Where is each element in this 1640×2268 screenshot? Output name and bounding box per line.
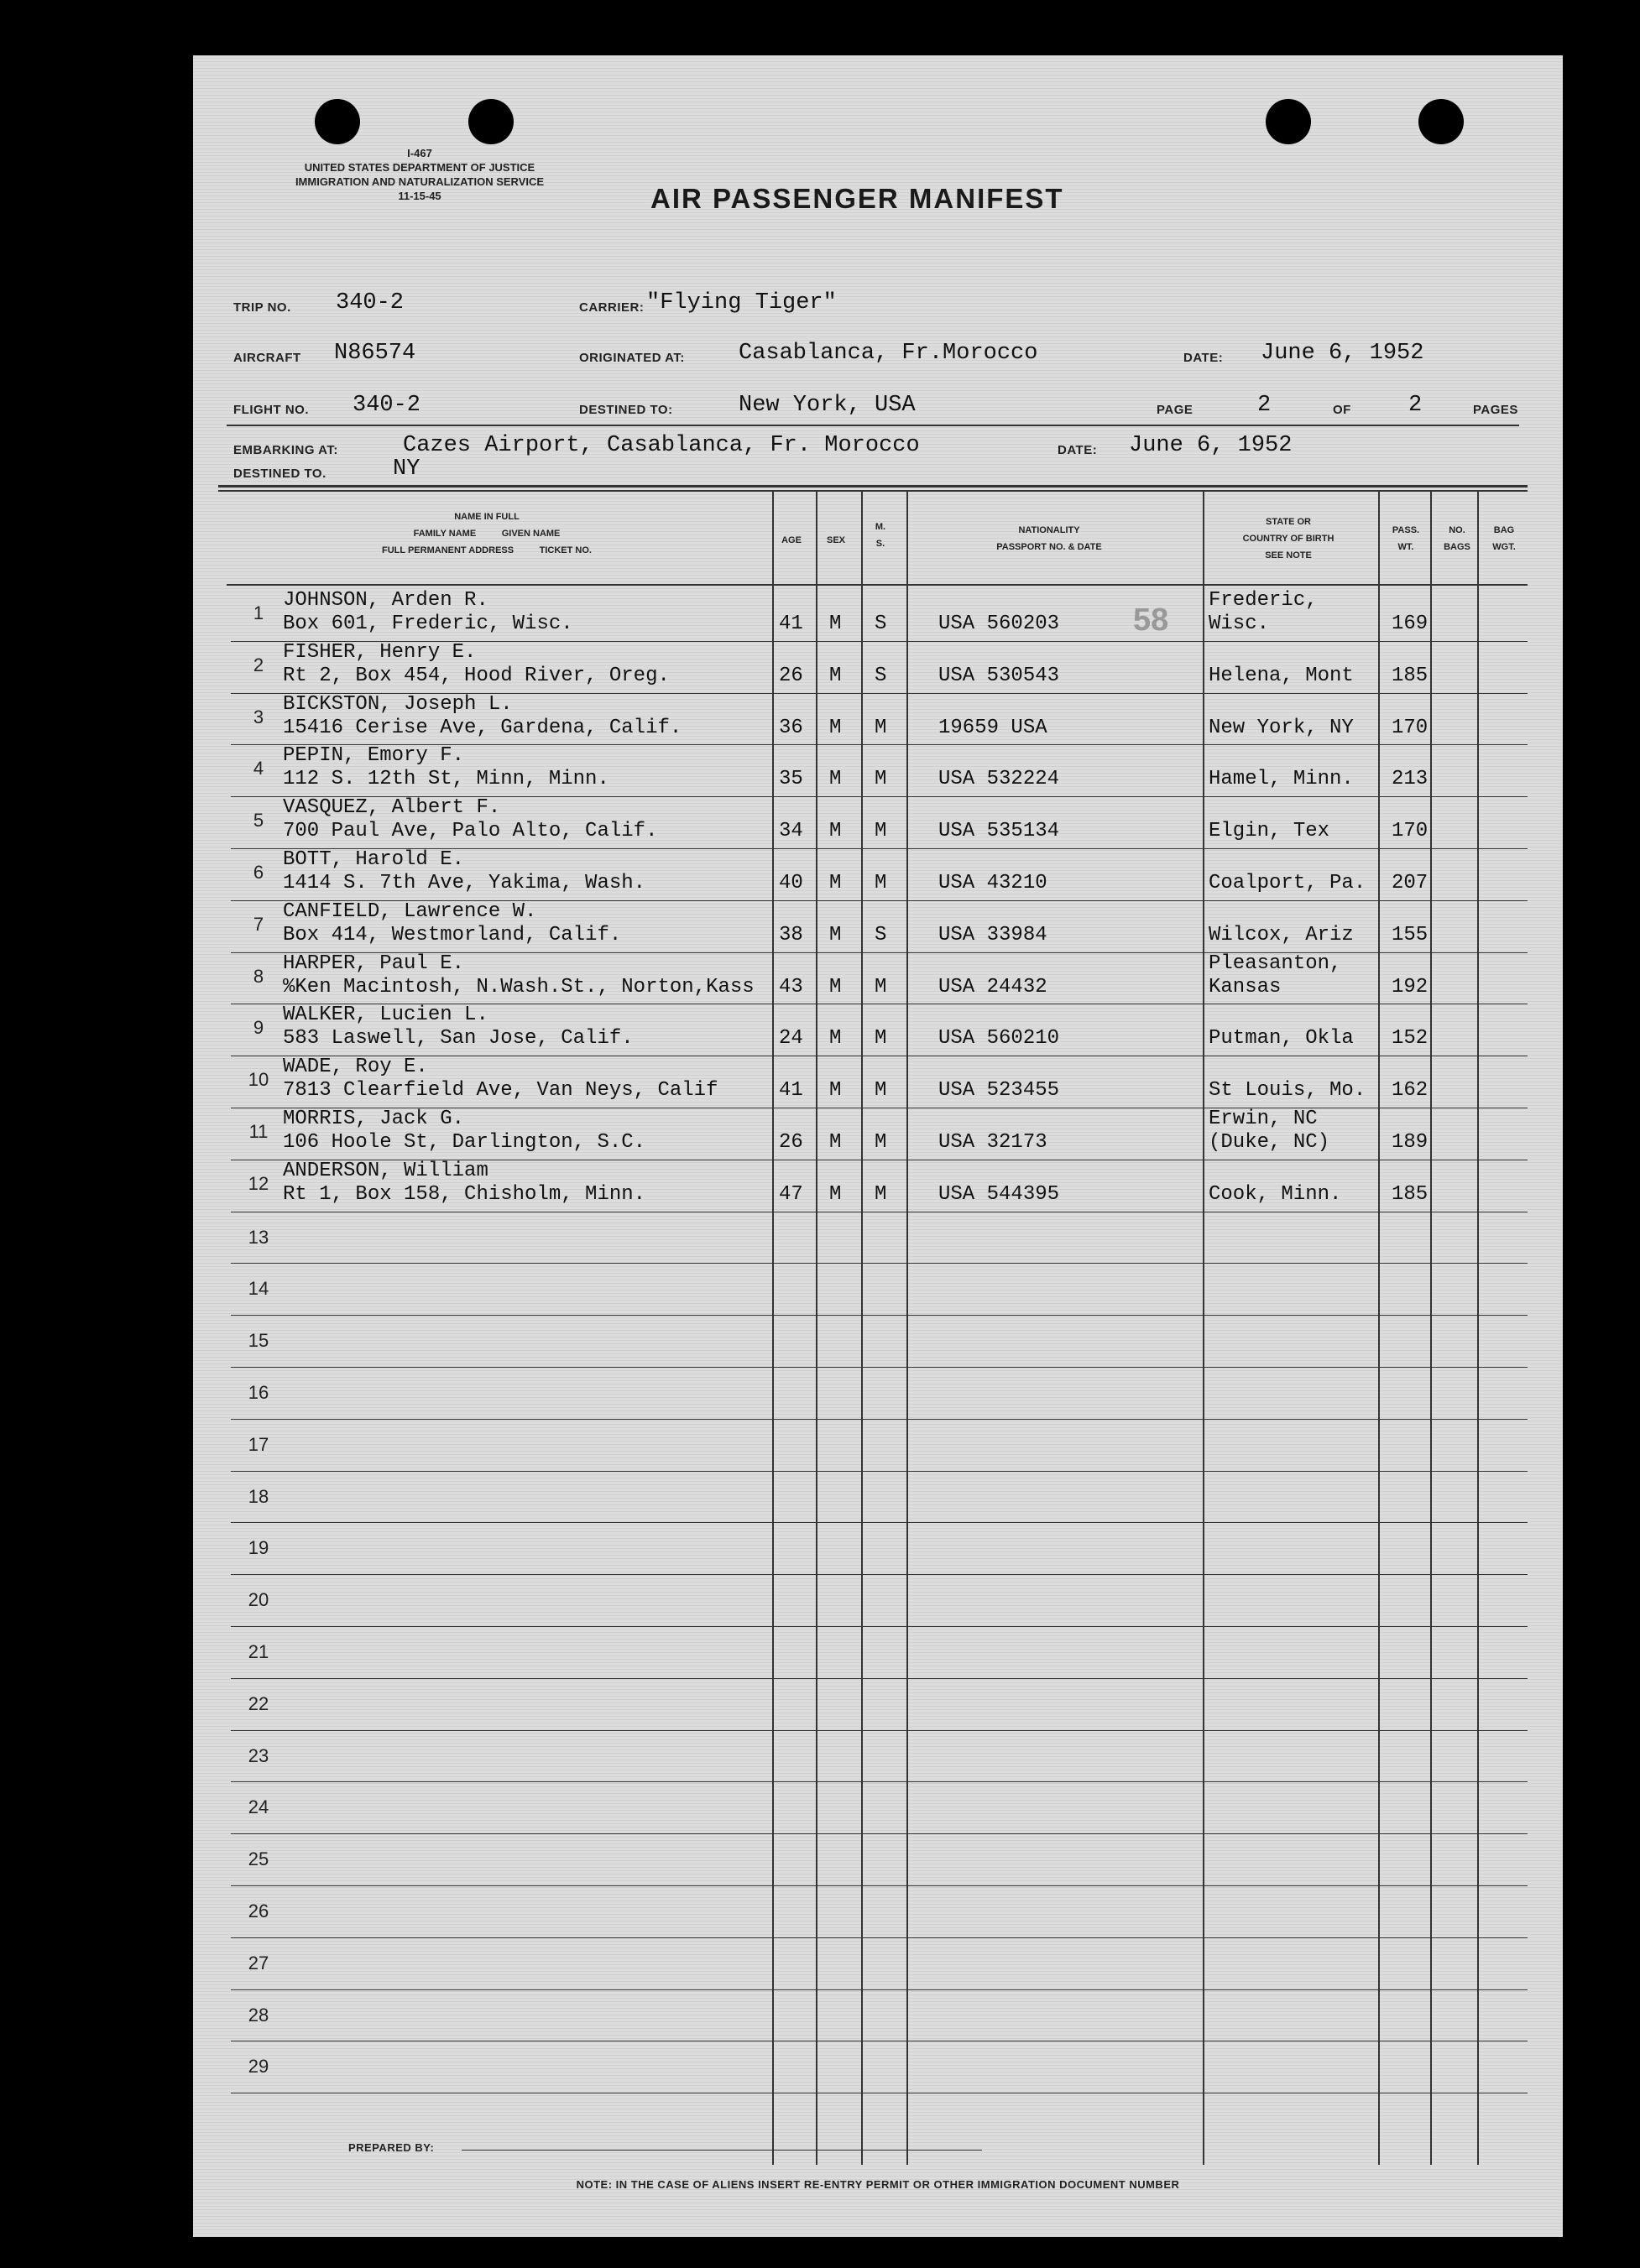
passenger-address: Box 414, Westmorland, Calif.	[283, 923, 622, 946]
passenger-marital-status: M	[875, 1027, 887, 1051]
row-number: 13	[248, 1226, 269, 1248]
col-name-line1: NAME IN FULL	[454, 512, 520, 522]
of-value: 2	[1408, 393, 1423, 418]
destined2-label: DESTINED TO.	[233, 467, 326, 481]
col-birth-3: SEE NOTE	[1265, 550, 1312, 560]
row-rule	[231, 1471, 1528, 1472]
passenger-weight: 213	[1392, 768, 1428, 791]
passenger-name: VASQUEZ, Albert F.	[283, 796, 501, 820]
column-rule	[1477, 492, 1479, 2165]
passenger-sex: M	[829, 820, 842, 843]
punch-hole	[1418, 99, 1464, 144]
passenger-sex: M	[829, 1131, 842, 1154]
row-number: 25	[248, 1848, 269, 1870]
passenger-name: BOTT, Harold E.	[283, 848, 465, 871]
passenger-marital-status: S	[875, 923, 887, 946]
table-top-rule	[218, 485, 1528, 487]
table-top-rule	[218, 490, 1528, 492]
row-rule	[231, 1678, 1528, 1679]
passenger-weight: 185	[1392, 664, 1428, 687]
row-number: 7	[253, 913, 264, 935]
page-label: PAGE	[1157, 403, 1193, 417]
col-wt-1: PASS.	[1392, 525, 1420, 535]
carrier-label: CARRIER:	[579, 300, 645, 315]
row-number: 8	[253, 965, 264, 987]
column-rule	[1203, 492, 1204, 2165]
passenger-birthplace: Putman, Okla	[1209, 1027, 1354, 1051]
passenger-sex: M	[829, 613, 842, 635]
column-rule	[1378, 492, 1380, 2165]
row-number: 10	[248, 1069, 269, 1091]
row-number: 23	[248, 1744, 269, 1766]
passenger-passport: USA 560203	[938, 613, 1060, 635]
col-header-weight	[1385, 522, 1427, 555]
department-name: UNITED STATES DEPARTMENT OF JUSTICE	[304, 161, 535, 174]
passenger-passport: USA 530543	[938, 664, 1060, 687]
col-nat-2: PASSPORT NO. & DATE	[996, 542, 1102, 552]
embarking-value: Cazes Airport, Casablanca, Fr. Morocco	[403, 433, 920, 458]
col-name-line3: FULL PERMANENT ADDRESS TICKET NO.	[382, 545, 592, 555]
passenger-name: FISHER, Henry E.	[283, 640, 477, 664]
pages-label: PAGES	[1473, 403, 1518, 417]
passenger-age: 43	[779, 975, 803, 998]
col-bags-1: NO.	[1449, 525, 1465, 535]
row-rule	[231, 1315, 1528, 1316]
passenger-marital-status: M	[875, 820, 887, 843]
passenger-marital-status: M	[875, 1079, 887, 1103]
passenger-birthplace: Wilcox, Ariz	[1209, 923, 1354, 946]
passenger-passport: USA 24432	[938, 975, 1047, 998]
passenger-birthplace: Cook, Minn.	[1209, 1182, 1342, 1206]
passenger-sex: M	[829, 664, 842, 687]
passenger-age: 24	[779, 1027, 803, 1051]
page-value: 2	[1257, 393, 1272, 418]
destined2-value: NY	[393, 456, 420, 482]
trip-label: TRIP NO.	[233, 300, 291, 315]
passenger-marital-status: M	[875, 872, 887, 894]
passenger-weight: 185	[1392, 1182, 1428, 1206]
row-number: 18	[248, 1485, 269, 1507]
passenger-age: 26	[779, 664, 803, 687]
col-bagwt-2: WGT.	[1492, 542, 1516, 552]
passenger-birthplace: (Duke, NC)	[1209, 1131, 1330, 1154]
passenger-age: 38	[779, 923, 803, 946]
row-number: 12	[248, 1172, 269, 1194]
col-header-bag-weight	[1484, 522, 1524, 555]
passenger-birthplace: Elgin, Tex	[1209, 820, 1330, 843]
carrier-value: "Flying Tiger"	[646, 290, 837, 315]
passenger-sex: M	[829, 768, 842, 791]
passenger-marital-status: M	[875, 1182, 887, 1206]
passenger-age: 41	[779, 1079, 803, 1103]
col-name-line2: FAMILY NAME GIVEN NAME	[413, 529, 561, 539]
col-header-sex: SEX	[826, 535, 845, 545]
passenger-age: 35	[779, 768, 803, 791]
passenger-name: WADE, Roy E.	[283, 1056, 428, 1079]
passenger-age: 36	[779, 716, 803, 739]
row-number: 26	[248, 1900, 269, 1921]
row-number: 16	[248, 1382, 269, 1403]
passenger-address: 583 Laswell, San Jose, Calif.	[283, 1027, 634, 1051]
passenger-weight: 170	[1392, 716, 1428, 739]
passenger-weight: 169	[1392, 613, 1428, 635]
aircraft-value: N86574	[334, 341, 416, 366]
row-number: 9	[253, 1017, 264, 1039]
col-birth-1: STATE OR	[1266, 517, 1311, 527]
passenger-weight: 207	[1392, 872, 1428, 894]
date2-value: June 6, 1952	[1129, 433, 1293, 458]
date-value: June 6, 1952	[1261, 341, 1424, 366]
passenger-passport: USA 560210	[938, 1027, 1060, 1051]
passenger-weight: 152	[1392, 1027, 1428, 1051]
row-rule	[231, 1574, 1528, 1575]
passenger-address: Box 601, Frederic, Wisc.	[283, 613, 573, 635]
col-nat-1: NATIONALITY	[1018, 525, 1080, 535]
header-bottom-rule	[227, 584, 1528, 586]
col-header-nationality	[923, 522, 1175, 555]
row-number: 21	[248, 1641, 269, 1662]
passenger-address: 106 Hoole St, Darlington, S.C.	[283, 1131, 646, 1154]
col-header-age: AGE	[781, 535, 802, 545]
row-rule	[231, 1419, 1528, 1420]
passenger-weight: 155	[1392, 923, 1428, 946]
passenger-address: 15416 Cerise Ave, Gardena, Calif.	[283, 716, 682, 739]
passenger-name: ANDERSON, William	[283, 1159, 488, 1182]
column-rule	[772, 492, 774, 2165]
stamp-number: 58	[1133, 602, 1169, 638]
passenger-address: Rt 1, Box 158, Chisholm, Minn.	[283, 1182, 646, 1206]
aircraft-label: AIRCRAFT	[233, 351, 301, 365]
passenger-sex: M	[829, 716, 842, 739]
punch-hole	[1266, 99, 1311, 144]
passenger-age: 41	[779, 613, 803, 635]
row-number: 11	[248, 1121, 269, 1142]
flight-value: 340-2	[353, 393, 421, 418]
passenger-passport: USA 535134	[938, 820, 1060, 843]
row-number: 5	[253, 810, 264, 832]
passenger-address: Rt 2, Box 454, Hood River, Oreg.	[283, 664, 670, 687]
passenger-sex: M	[829, 923, 842, 946]
row-rule	[231, 1626, 1528, 1627]
passenger-address: 7813 Clearfield Ave, Van Neys, Calif	[283, 1079, 718, 1103]
trip-value: 340-2	[336, 290, 405, 315]
passenger-weight: 170	[1392, 820, 1428, 843]
passenger-address: 700 Paul Ave, Palo Alto, Calif.	[283, 820, 658, 843]
passenger-sex: M	[829, 1182, 842, 1206]
col-header-birth	[1204, 514, 1372, 564]
row-number: 1	[253, 602, 264, 623]
passenger-birthplace: Erwin, NC	[1209, 1108, 1318, 1130]
prepared-by-line	[462, 2150, 982, 2151]
service-name: IMMIGRATION AND NATURALIZATION SERVICE	[295, 175, 545, 188]
row-number: 17	[248, 1433, 269, 1455]
of-label: OF	[1333, 403, 1351, 417]
header-divider	[227, 425, 1519, 426]
col-bagwt-1: BAG	[1493, 525, 1515, 535]
passenger-weight: 189	[1392, 1131, 1428, 1154]
passenger-birthplace: Kansas	[1209, 975, 1282, 998]
originated-label: ORIGINATED AT:	[579, 351, 685, 365]
row-number: 15	[248, 1330, 269, 1352]
row-rule	[231, 1937, 1528, 1938]
passenger-age: 40	[779, 872, 803, 894]
row-number: 19	[248, 1537, 269, 1559]
col-bags-2: BAGS	[1444, 542, 1470, 552]
column-rule	[906, 492, 908, 2165]
passenger-weight: 162	[1392, 1079, 1428, 1103]
date2-label: DATE:	[1058, 443, 1098, 457]
passenger-marital-status: S	[875, 664, 887, 687]
passenger-passport: USA 532224	[938, 768, 1060, 791]
passenger-name: JOHNSON, Arden R.	[283, 589, 488, 612]
row-rule	[231, 1367, 1528, 1368]
row-number: 24	[248, 1796, 269, 1818]
passenger-address: %Ken Macintosh, N.Wash.St., Norton,Kass	[283, 975, 755, 998]
punch-hole	[468, 99, 514, 144]
row-number: 20	[248, 1589, 269, 1611]
passenger-age: 26	[779, 1131, 803, 1154]
row-rule	[231, 1781, 1528, 1782]
passenger-name: WALKER, Lucien L.	[283, 1004, 488, 1027]
passenger-birthplace: Pleasanton,	[1209, 952, 1342, 975]
col-ms-2: S.	[875, 539, 885, 549]
col-header-marital	[863, 519, 898, 552]
column-rule	[1430, 492, 1432, 2165]
passenger-birthplace: Wisc.	[1209, 613, 1270, 635]
row-number: 6	[253, 862, 264, 883]
row-number: 14	[248, 1278, 269, 1300]
passenger-name: CANFIELD, Lawrence W.	[283, 899, 537, 923]
passenger-sex: M	[829, 872, 842, 894]
punch-hole	[315, 99, 360, 144]
row-rule	[231, 1885, 1528, 1886]
embarking-label: EMBARKING AT:	[233, 443, 338, 457]
col-birth-2: COUNTRY OF BIRTH	[1242, 534, 1334, 544]
passenger-name: BICKSTON, Joseph L.	[283, 692, 513, 716]
col-wt-2: WT.	[1397, 542, 1414, 552]
passenger-birthplace: Coalport, Pa.	[1209, 872, 1366, 894]
row-number: 2	[253, 654, 264, 675]
passenger-birthplace: Helena, Mont	[1209, 664, 1354, 687]
row-number: 3	[253, 706, 264, 727]
passenger-birthplace: New York, NY	[1209, 716, 1354, 739]
row-number: 27	[248, 1952, 269, 1973]
form-date-code: 11-15-45	[398, 190, 441, 202]
passenger-passport: USA 32173	[938, 1131, 1047, 1154]
destined-value: New York, USA	[739, 393, 916, 418]
row-number: 28	[248, 2004, 269, 2026]
passenger-marital-status: M	[875, 1131, 887, 1154]
passenger-name: MORRIS, Jack G.	[283, 1108, 465, 1130]
passenger-name: PEPIN, Emory F.	[283, 744, 465, 768]
passenger-sex: M	[829, 1027, 842, 1051]
passenger-birthplace: Hamel, Minn.	[1209, 768, 1354, 791]
row-number: 29	[248, 2056, 269, 2078]
flight-label: FLIGHT NO.	[233, 403, 309, 417]
row-rule	[231, 1833, 1528, 1834]
row-rule	[231, 1263, 1528, 1264]
row-number: 22	[248, 1692, 269, 1714]
passenger-birthplace: Frederic,	[1209, 589, 1318, 612]
page-title: AIR PASSENGER MANIFEST	[650, 183, 1064, 214]
row-number: 4	[253, 758, 264, 779]
passenger-marital-status: S	[875, 613, 887, 635]
passenger-address: 112 S. 12th St, Minn, Minn.	[283, 768, 609, 791]
passenger-name: HARPER, Paul E.	[283, 952, 465, 975]
passenger-sex: M	[829, 1079, 842, 1103]
passenger-birthplace: St Louis, Mo.	[1209, 1079, 1366, 1103]
form-number: I-467	[407, 147, 432, 159]
originated-value: Casablanca, Fr.Morocco	[739, 341, 1038, 366]
column-rule	[861, 492, 863, 2165]
passenger-passport: USA 43210	[938, 872, 1047, 894]
passenger-weight: 192	[1392, 975, 1428, 998]
passenger-marital-status: M	[875, 768, 887, 791]
passenger-passport: USA 544395	[938, 1182, 1060, 1206]
col-header-name	[277, 508, 697, 559]
passenger-address: 1414 S. 7th Ave, Yakima, Wash.	[283, 872, 646, 894]
passenger-age: 34	[779, 820, 803, 843]
row-rule	[231, 1522, 1528, 1523]
passenger-passport: USA 33984	[938, 923, 1047, 946]
passenger-age: 47	[779, 1182, 803, 1206]
passenger-passport: 19659 USA	[938, 716, 1047, 739]
agency-block	[218, 146, 621, 203]
passenger-marital-status: M	[875, 716, 887, 739]
date-label: DATE:	[1183, 351, 1224, 365]
passenger-sex: M	[829, 975, 842, 998]
footer-note: NOTE: IN THE CASE OF ALIENS INSERT RE-ENTRY PERMIT OR OTHER IMMIGRATION DOCUMENT NUMBER	[576, 2178, 1180, 2191]
row-rule	[231, 1730, 1528, 1731]
column-rule	[816, 492, 817, 2165]
passenger-marital-status: M	[875, 975, 887, 998]
col-header-bags	[1437, 522, 1477, 555]
col-ms-1: M.	[875, 522, 886, 532]
destined-label: DESTINED TO:	[579, 403, 673, 417]
passenger-passport: USA 523455	[938, 1079, 1060, 1103]
manifest-page	[193, 55, 1563, 2237]
row-rule	[231, 1989, 1528, 1990]
prepared-by-label: PREPARED BY:	[348, 2141, 435, 2154]
